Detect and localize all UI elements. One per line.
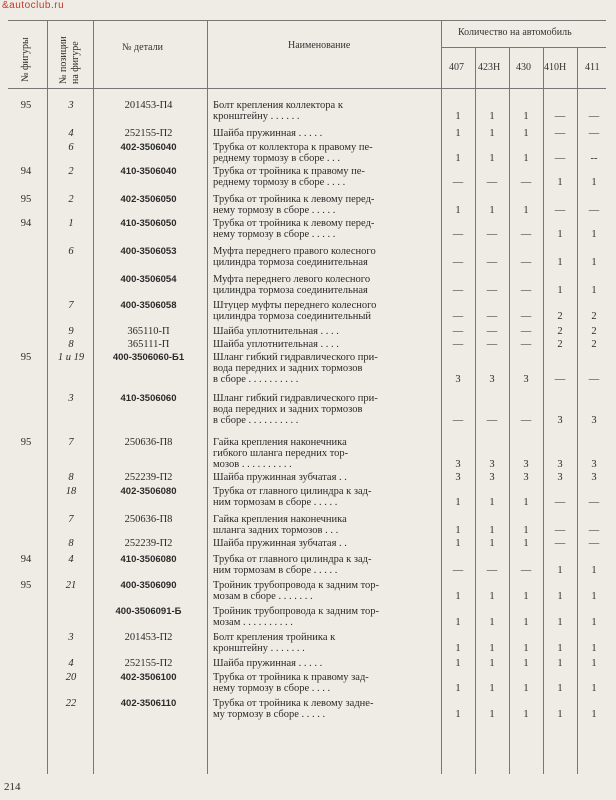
header-quantity: Количество на автомобиль <box>458 27 572 38</box>
quantity-430: 1 <box>523 525 529 536</box>
quantity-430: — <box>520 565 532 576</box>
quantity-411: 1 <box>591 643 597 654</box>
quantity-410н: 3 <box>557 415 563 426</box>
position-number: 8 <box>68 538 74 549</box>
part-number: 410-3506060 <box>120 393 177 404</box>
quantity-423н: — <box>486 415 498 426</box>
part-name-line: мозам в сборе . . . . . . . <box>213 591 313 602</box>
quantity-423н: — <box>486 257 498 268</box>
figure-number: 95 <box>20 352 32 363</box>
part-name <box>213 246 439 268</box>
part-name-line: Трубка от главного цилиндра к зад- <box>213 486 372 497</box>
quantity-407: 3 <box>455 472 461 483</box>
part-name-line: Гайка крепления наконечника <box>213 437 347 448</box>
part-name-line: Шланг гибкий гидравлического при- <box>213 393 378 404</box>
header-model-423h: 423Н <box>478 62 501 73</box>
part-number: 365110-П <box>127 326 170 337</box>
quantity-430: 1 <box>523 591 529 602</box>
quantity-430: 1 <box>523 683 529 694</box>
quantity-411: 1 <box>591 658 597 669</box>
quantity-423н: 1 <box>489 658 495 669</box>
part-number: 400-3506058 <box>120 300 177 311</box>
position-number: 21 <box>65 580 77 591</box>
part-name-line: мозам . . . . . . . . . . <box>213 617 293 628</box>
position-number: 4 <box>68 658 74 669</box>
part-number: 402-3506040 <box>120 142 177 153</box>
part-number: 252155-П2 <box>124 658 173 669</box>
part-number: 402-3506080 <box>120 486 177 497</box>
site-watermark: &autoclub.ru <box>2 0 65 11</box>
part-number: 250636-П8 <box>124 437 173 448</box>
quantity-430: 1 <box>523 617 529 628</box>
quantity-423н: 1 <box>489 153 495 164</box>
quantity-410н: 1 <box>557 683 563 694</box>
part-number: 400-3506091-Б <box>115 606 182 617</box>
quantity-411: — <box>588 497 600 508</box>
quantity-430: 1 <box>523 153 529 164</box>
part-name-line: Болт крепления коллектора к <box>213 100 343 111</box>
quantity-410н: 1 <box>557 709 563 720</box>
position-number: 9 <box>68 326 74 337</box>
position-number: 2 <box>68 194 74 205</box>
quantity-407: 1 <box>455 683 461 694</box>
quantity-411: 1 <box>591 709 597 720</box>
part-name-line: гибкого шланга передних тор- <box>213 448 349 459</box>
part-name-line: кронштейну . . . . . . . <box>213 643 305 654</box>
quantity-407: — <box>452 339 464 350</box>
position-number: 3 <box>68 100 74 111</box>
quantity-407: — <box>452 177 464 188</box>
quantity-411: -- <box>590 153 598 164</box>
header-model-411: 411 <box>585 62 600 73</box>
quantity-423н: — <box>486 285 498 296</box>
quantity-430: — <box>520 285 532 296</box>
quantity-423н: 1 <box>489 497 495 508</box>
quantity-407: 1 <box>455 538 461 549</box>
quantity-411: — <box>588 374 600 385</box>
quantity-407: 3 <box>455 374 461 385</box>
quantity-423н: 1 <box>489 205 495 216</box>
part-name-line: вода передних и задних тормозов <box>213 363 363 374</box>
quantity-411: 2 <box>591 326 597 337</box>
part-name-line: Трубка от коллектора к правому пе- <box>213 142 373 153</box>
quantity-411: 3 <box>591 415 597 426</box>
quantity-407: — <box>452 229 464 240</box>
part-name <box>213 606 439 628</box>
position-number: 7 <box>68 514 74 525</box>
position-number: 4 <box>68 554 74 565</box>
part-name-line: Шайба пружинная зубчатая . . <box>213 472 347 483</box>
quantity-407: — <box>452 415 464 426</box>
part-name <box>213 393 439 426</box>
quantity-423н: 1 <box>489 525 495 536</box>
quantity-410н: 1 <box>557 643 563 654</box>
part-name-line: мозов . . . . . . . . . . <box>213 459 292 470</box>
part-name-line: в сборе . . . . . . . . . . <box>213 415 299 426</box>
position-number: 8 <box>68 472 74 483</box>
quantity-411: 3 <box>591 472 597 483</box>
quantity-410н: 2 <box>557 339 563 350</box>
quantity-423н: — <box>486 565 498 576</box>
quantity-430: 3 <box>523 472 529 483</box>
part-number: 252155-П2 <box>124 128 173 139</box>
quantity-410н: 1 <box>557 229 563 240</box>
quantity-407: 1 <box>455 617 461 628</box>
quantity-407: 3 <box>455 459 461 470</box>
quantity-407: — <box>452 326 464 337</box>
quantity-410н: 1 <box>557 617 563 628</box>
quantity-430: — <box>520 311 532 322</box>
part-number: 400-3506090 <box>120 580 177 591</box>
part-name-line: нему тормозу в сборе . . . . . <box>213 229 336 240</box>
quantity-411: 3 <box>591 459 597 470</box>
col-divider <box>207 20 208 774</box>
col-divider <box>93 20 94 774</box>
part-name <box>213 194 439 216</box>
part-name-line: Шайба пружинная зубчатая . . <box>213 538 347 549</box>
part-name <box>213 672 439 694</box>
quantity-430: 3 <box>523 374 529 385</box>
part-name-line: Трубка от главного цилиндра к зад- <box>213 554 372 565</box>
part-name <box>213 100 439 122</box>
quantity-430: — <box>520 257 532 268</box>
quantity-423н: — <box>486 229 498 240</box>
figure-number: 95 <box>20 437 32 448</box>
quantity-411: 1 <box>591 177 597 188</box>
part-name <box>213 300 439 322</box>
position-number: 4 <box>68 128 74 139</box>
quantity-410н: 1 <box>557 257 563 268</box>
part-number: 410-3506040 <box>120 166 177 177</box>
quantity-410н: 2 <box>557 311 563 322</box>
position-number: 7 <box>68 437 74 448</box>
quantity-407: 1 <box>455 153 461 164</box>
part-name <box>213 472 439 483</box>
part-name <box>213 554 439 576</box>
part-name-line: Тройник трубопровода к задним тор- <box>213 606 380 617</box>
quantity-430: — <box>520 326 532 337</box>
quantity-430: 3 <box>523 459 529 470</box>
quantity-411: 1 <box>591 617 597 628</box>
part-name-line: ним тормозам в сборе . . . . . <box>213 565 338 576</box>
part-name <box>213 142 439 164</box>
part-name <box>213 437 439 470</box>
quantity-423н: 1 <box>489 128 495 139</box>
part-number: 402-3506110 <box>120 698 177 709</box>
quantity-407: 1 <box>455 658 461 669</box>
quantity-423н: 1 <box>489 111 495 122</box>
quantity-410н: 1 <box>557 177 563 188</box>
quantity-430: — <box>520 177 532 188</box>
quantity-411: 1 <box>591 591 597 602</box>
part-name-line: Шайба уплотнительная . . . . <box>213 339 339 350</box>
quantity-407: 1 <box>455 205 461 216</box>
quantity-410н: 1 <box>557 285 563 296</box>
quantity-423н: 3 <box>489 374 495 385</box>
part-name <box>213 514 439 536</box>
quantity-410н: 2 <box>557 326 563 337</box>
quantity-411: 2 <box>591 339 597 350</box>
quantity-411: 1 <box>591 257 597 268</box>
header-model-430: 430 <box>516 62 531 73</box>
quantity-410н: — <box>554 128 566 139</box>
part-name-line: нему тормозу в сборе . . . . <box>213 683 331 694</box>
quantity-header-divider <box>441 47 606 48</box>
part-number: 400-3506060-Б1 <box>112 352 185 363</box>
quantity-411: — <box>588 205 600 216</box>
part-name <box>213 658 439 669</box>
page-number: 214 <box>4 781 21 793</box>
part-number: 250636-П8 <box>124 514 173 525</box>
quantity-411: — <box>588 128 600 139</box>
part-number: 410-3506050 <box>120 218 177 229</box>
quantity-423н: 1 <box>489 538 495 549</box>
part-number: 400-3506054 <box>120 274 177 285</box>
part-name <box>213 632 439 654</box>
part-name <box>213 128 439 139</box>
quantity-407: — <box>452 311 464 322</box>
quantity-411: 1 <box>591 285 597 296</box>
part-name-line: Муфта переднего левого колесного <box>213 274 371 285</box>
part-number: 410-3506080 <box>120 554 177 565</box>
quantity-430: 1 <box>523 658 529 669</box>
part-name-line: Шайба пружинная . . . . . <box>213 658 323 669</box>
position-number: 1 <box>68 218 74 229</box>
quantity-410н: 3 <box>557 459 563 470</box>
part-number: 201453-П2 <box>124 632 173 643</box>
quantity-410н: — <box>554 525 566 536</box>
part-name-line: цилиндра тормоза соединительный <box>213 311 372 322</box>
quantity-410н: 3 <box>557 472 563 483</box>
quantity-430: 1 <box>523 643 529 654</box>
quantity-411: — <box>588 525 600 536</box>
quantity-411: 1 <box>591 565 597 576</box>
quantity-411: 1 <box>591 229 597 240</box>
part-name-line: Трубка от тройника к левому перед- <box>213 218 375 229</box>
figure-number: 95 <box>20 194 32 205</box>
part-name <box>213 166 439 188</box>
quantity-410н: — <box>554 205 566 216</box>
part-name-line: цилиндра тормоза соединительная <box>213 257 368 268</box>
quantity-423н: — <box>486 326 498 337</box>
quantity-430: 1 <box>523 111 529 122</box>
figure-number: 94 <box>20 166 32 177</box>
quantity-407: — <box>452 565 464 576</box>
part-name-line: шланга задних тормозов . . . <box>213 525 339 536</box>
part-name-line: Тройник трубопровода к задним тор- <box>213 580 380 591</box>
part-number: 201453-П4 <box>124 100 173 111</box>
part-name <box>213 218 439 240</box>
quantity-430: 1 <box>523 709 529 720</box>
quantity-430: — <box>520 229 532 240</box>
header-model-407: 407 <box>449 62 464 73</box>
quantity-410н: — <box>554 497 566 508</box>
part-name <box>213 274 439 296</box>
part-name-line: Муфта переднего правого колесного <box>213 246 376 257</box>
quantity-410н: 1 <box>557 591 563 602</box>
quantity-411: 2 <box>591 311 597 322</box>
part-name <box>213 486 439 508</box>
part-name-line: в сборе . . . . . . . . . . <box>213 374 299 385</box>
quantity-407: — <box>452 285 464 296</box>
quantity-423н: 1 <box>489 591 495 602</box>
quantity-410н: — <box>554 374 566 385</box>
figure-number: 94 <box>20 554 32 565</box>
quantity-410н: — <box>554 153 566 164</box>
quantity-407: 1 <box>455 643 461 654</box>
figure-number: 94 <box>20 218 32 229</box>
quantity-407: 1 <box>455 128 461 139</box>
part-name <box>213 352 439 385</box>
quantity-407: 1 <box>455 709 461 720</box>
quantity-410н: — <box>554 111 566 122</box>
position-number: 2 <box>68 166 74 177</box>
part-name <box>213 326 439 337</box>
quantity-430: 1 <box>523 538 529 549</box>
position-number: 6 <box>68 246 74 257</box>
quantity-410н: 1 <box>557 565 563 576</box>
quantity-430: — <box>520 415 532 426</box>
quantity-407: 1 <box>455 497 461 508</box>
part-name-line: Штуцер муфты переднего колесного <box>213 300 377 311</box>
quantity-407: 1 <box>455 111 461 122</box>
part-name-line: Трубка от тройника к правому зад- <box>213 672 369 683</box>
quantity-411: 1 <box>591 683 597 694</box>
quantity-423н: 1 <box>489 643 495 654</box>
part-name-line: Гайка крепления наконечника <box>213 514 347 525</box>
header-position-no-2: на фигуре <box>70 41 81 84</box>
part-name-line: ним тормозам в сборе . . . . . <box>213 497 338 508</box>
part-number: 402-3506050 <box>120 194 177 205</box>
quantity-430: — <box>520 339 532 350</box>
quantity-423н: — <box>486 339 498 350</box>
position-number: 1 и 19 <box>57 352 85 363</box>
position-number: 8 <box>68 339 74 350</box>
part-name-line: Шайба пружинная . . . . . <box>213 128 323 139</box>
part-name-line: Трубка от тройника к правому пе- <box>213 166 365 177</box>
part-name-line: кронштейну . . . . . . <box>213 111 300 122</box>
table-top-border <box>8 20 606 21</box>
position-number: 6 <box>68 142 74 153</box>
part-name-line: цилиндра тормоза соединительная <box>213 285 368 296</box>
part-number: 402-3506100 <box>120 672 177 683</box>
quantity-410н: 1 <box>557 658 563 669</box>
header-position-no-1: № позиции <box>58 36 69 84</box>
position-number: 3 <box>68 632 74 643</box>
quantity-430: 1 <box>523 205 529 216</box>
part-name <box>213 580 439 602</box>
part-name-line: нему тормозу в сборе . . . . . <box>213 205 336 216</box>
part-number: 400-3506053 <box>120 246 177 257</box>
part-name-line: Трубка от тройника к левому задне- <box>213 698 374 709</box>
part-name-line: му тормозу в сборе . . . . . <box>213 709 326 720</box>
quantity-430: 1 <box>523 497 529 508</box>
header-figure-no: № фигуры <box>20 37 31 82</box>
part-name-line: Шланг гибкий гидравлического при- <box>213 352 378 363</box>
quantity-407: 1 <box>455 525 461 536</box>
part-name-line: вода передних и задних тормозов <box>213 404 363 415</box>
figure-number: 95 <box>20 100 32 111</box>
quantity-423н: — <box>486 177 498 188</box>
quantity-411: — <box>588 538 600 549</box>
position-number: 3 <box>68 393 74 404</box>
quantity-423н: — <box>486 311 498 322</box>
header-name: Наименование <box>288 40 351 51</box>
quantity-410н: — <box>554 538 566 549</box>
quantity-423н: 1 <box>489 617 495 628</box>
position-number: 22 <box>65 698 77 709</box>
position-number: 20 <box>65 672 77 683</box>
part-number: 252239-П2 <box>124 472 173 483</box>
part-name-line: Трубка от тройника к левому перед- <box>213 194 375 205</box>
quantity-423н: 3 <box>489 459 495 470</box>
quantity-407: 1 <box>455 591 461 602</box>
quantity-411: — <box>588 111 600 122</box>
quantity-423н: 1 <box>489 709 495 720</box>
part-name <box>213 698 439 720</box>
header-part-no: № детали <box>122 42 163 53</box>
part-number: 252239-П2 <box>124 538 173 549</box>
figure-number: 95 <box>20 580 32 591</box>
part-name-line: Шайба уплотнительная . . . . <box>213 326 339 337</box>
part-name-line: реднему тормозу в сборе . . . . <box>213 177 346 188</box>
part-name-line: реднему тормозу в сборе . . . <box>213 153 341 164</box>
part-number: 365111-П <box>127 339 170 350</box>
position-number: 7 <box>68 300 74 311</box>
col-divider <box>47 20 48 774</box>
header-bottom-border <box>8 88 606 89</box>
quantity-423н: 3 <box>489 472 495 483</box>
quantity-430: 1 <box>523 128 529 139</box>
quantity-423н: 1 <box>489 683 495 694</box>
quantity-407: — <box>452 257 464 268</box>
header-model-410h: 410Н <box>544 62 567 73</box>
part-name <box>213 538 439 549</box>
part-name <box>213 339 439 350</box>
position-number: 18 <box>65 486 77 497</box>
part-name-line: Болт крепления тройника к <box>213 632 336 643</box>
